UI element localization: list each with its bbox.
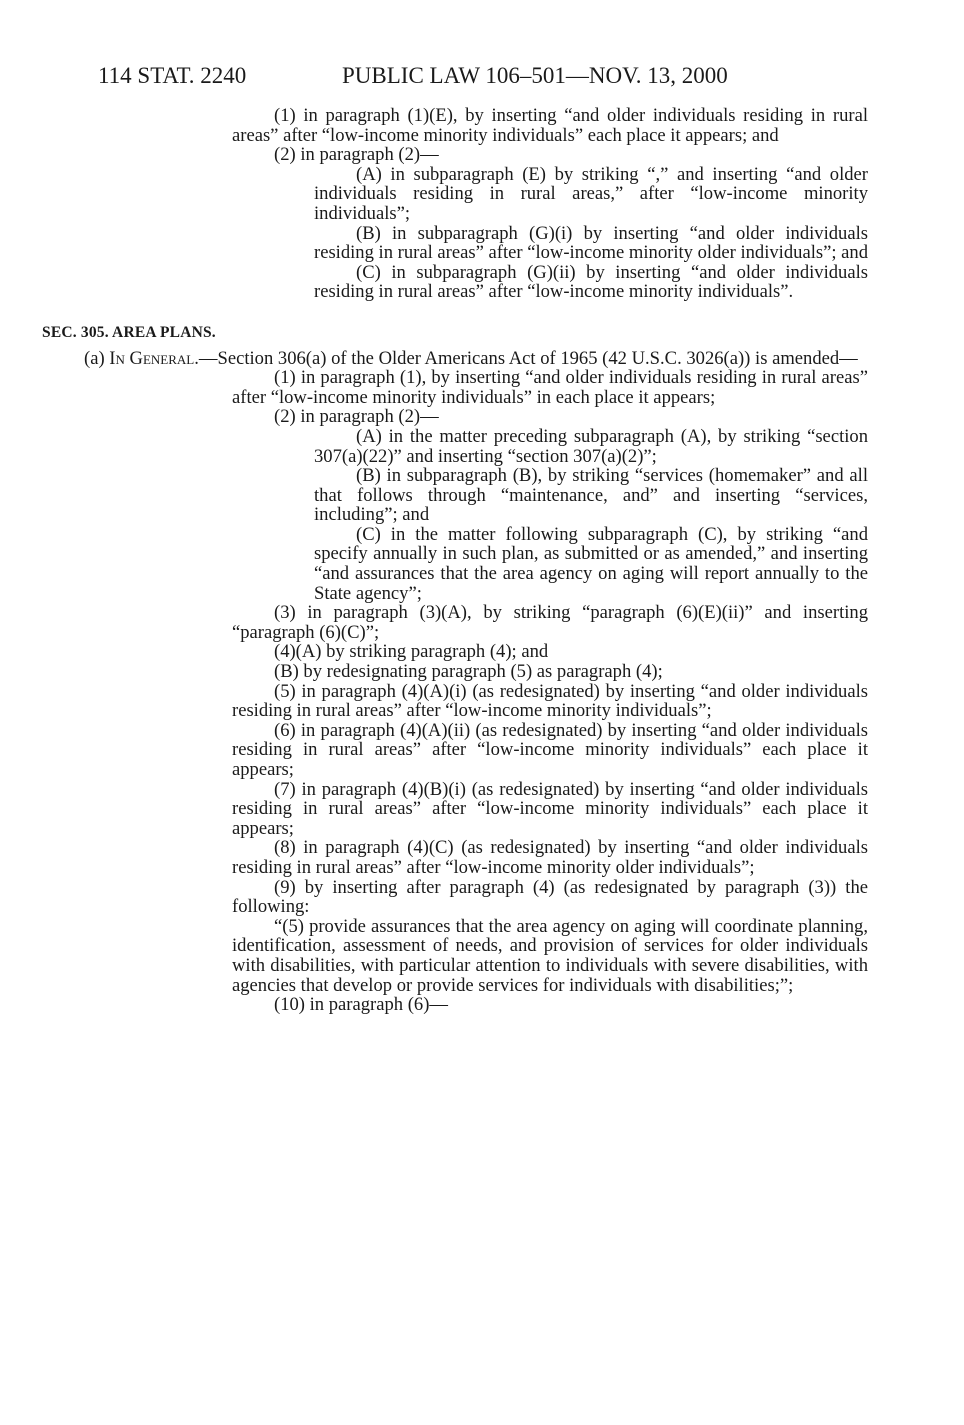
paragraph-2-amendment: (2) in paragraph (2)— [274,144,439,166]
section-paragraph-7: (7) in paragraph (4)(B)(i) (as redesignated) by inserting “and older individuals residing in rural areas” after “low-income minority individuals” each place it appears; [232,778,868,839]
section-paragraph-2: (2) in paragraph (2)— [274,406,439,428]
subparagraph-c: (C) in subparagraph (G)(ii) by inserting “and older individuals residing in rural areas” after “low-income minority individuals”. [314,261,868,303]
section-subparagraph-2b: (B) in subparagraph (B), by striking “services (homemaker” and all that follows through “maintenance, and” and inserting “services, including”; and [314,465,868,526]
paragraph-1-amendment: (1) in paragraph (1)(E), by inserting “and older individuals residing in rural areas” after “low-income minority individuals” each place it appears; and [232,105,868,146]
subsection-a-prefix: (a) [84,347,110,369]
subparagraph-b: (B) in subparagraph (G)(i) by inserting “and older individuals residing in rural areas” after “low-income minority older individuals”; and [314,222,869,264]
section-paragraph-9: (9) by inserting after paragraph (4) (as redesignated by paragraph (3)) the following: [232,876,868,918]
section-paragraph-3: (3) in paragraph (3)(A), by striking “paragraph (6)(E)(ii)” and inserting “paragraph (6)(C)”; [232,602,868,643]
section-subparagraph-2c: (C) in the matter following subparagraph (C), by striking “and specify annually in such plan, as submitted or as amended,” and inserting “and assurances that the area agency on aging will report annually to the State agency”; [314,523,868,604]
subsection-a-text: .—Section 306(a) of the Older Americans Act of 1965 (42 U.S.C. 3026(a)) is amended— [194,347,858,369]
subparagraph-a: (A) in subparagraph (E) by striking “,” and inserting “and older individuals residing in rural areas,” after “low-income minority individuals”; [314,163,868,224]
page-body [42,105,869,1016]
section-heading: SEC. 305. AREA PLANS. [42,323,216,341]
statute-page-number: 114 STAT. 2240 [98,63,247,88]
section-paragraph-5: (5) in paragraph (4)(A)(i) (as redesignated) by inserting “and older individuals residing in rural areas” after “low-income minority individuals”; [232,680,868,722]
section-paragraph-8: (8) in paragraph (4)(C) (as redesignated) by inserting “and older individuals residing in rural areas” after “low-income minority older individuals”; [232,837,868,878]
subsection-a-label: In General [109,347,195,369]
subsection-a-intro [42,349,868,369]
section-paragraph-1: (1) in paragraph (1), by inserting “and older individuals residing in rural areas” after “low-income minority individuals” in each place it appears; [232,367,868,408]
quoted-paragraph-5: “(5) provide assurances that the area agency on aging will coordinate planning, identification, assessment of needs, and provision of services for older individuals with disabilities, with particular attention to individuals with severe disabilities, with agencies that develop or provide services for individuals with disabilities;”; [232,915,868,996]
public-law-citation: PUBLIC LAW 106–501—NOV. 13, 2000 [342,63,728,88]
section-subparagraph-2a: (A) in the matter preceding subparagraph (A), by striking “section 307(a)(22)” and inserting “section 307(a)(2)”; [314,425,868,467]
page-header [98,58,868,94]
section-paragraph-4b: (B) by redesignating paragraph (5) as paragraph (4); [274,661,663,683]
section-paragraph-6: (6) in paragraph (4)(A)(ii) (as redesignated) by inserting “and older individuals residing in rural areas” after “low-income minority individuals” each place it appears; [232,719,868,780]
section-paragraph-4a: (4)(A) by striking paragraph (4); and [274,641,549,663]
section-paragraph-10: (10) in paragraph (6)— [274,994,448,1016]
